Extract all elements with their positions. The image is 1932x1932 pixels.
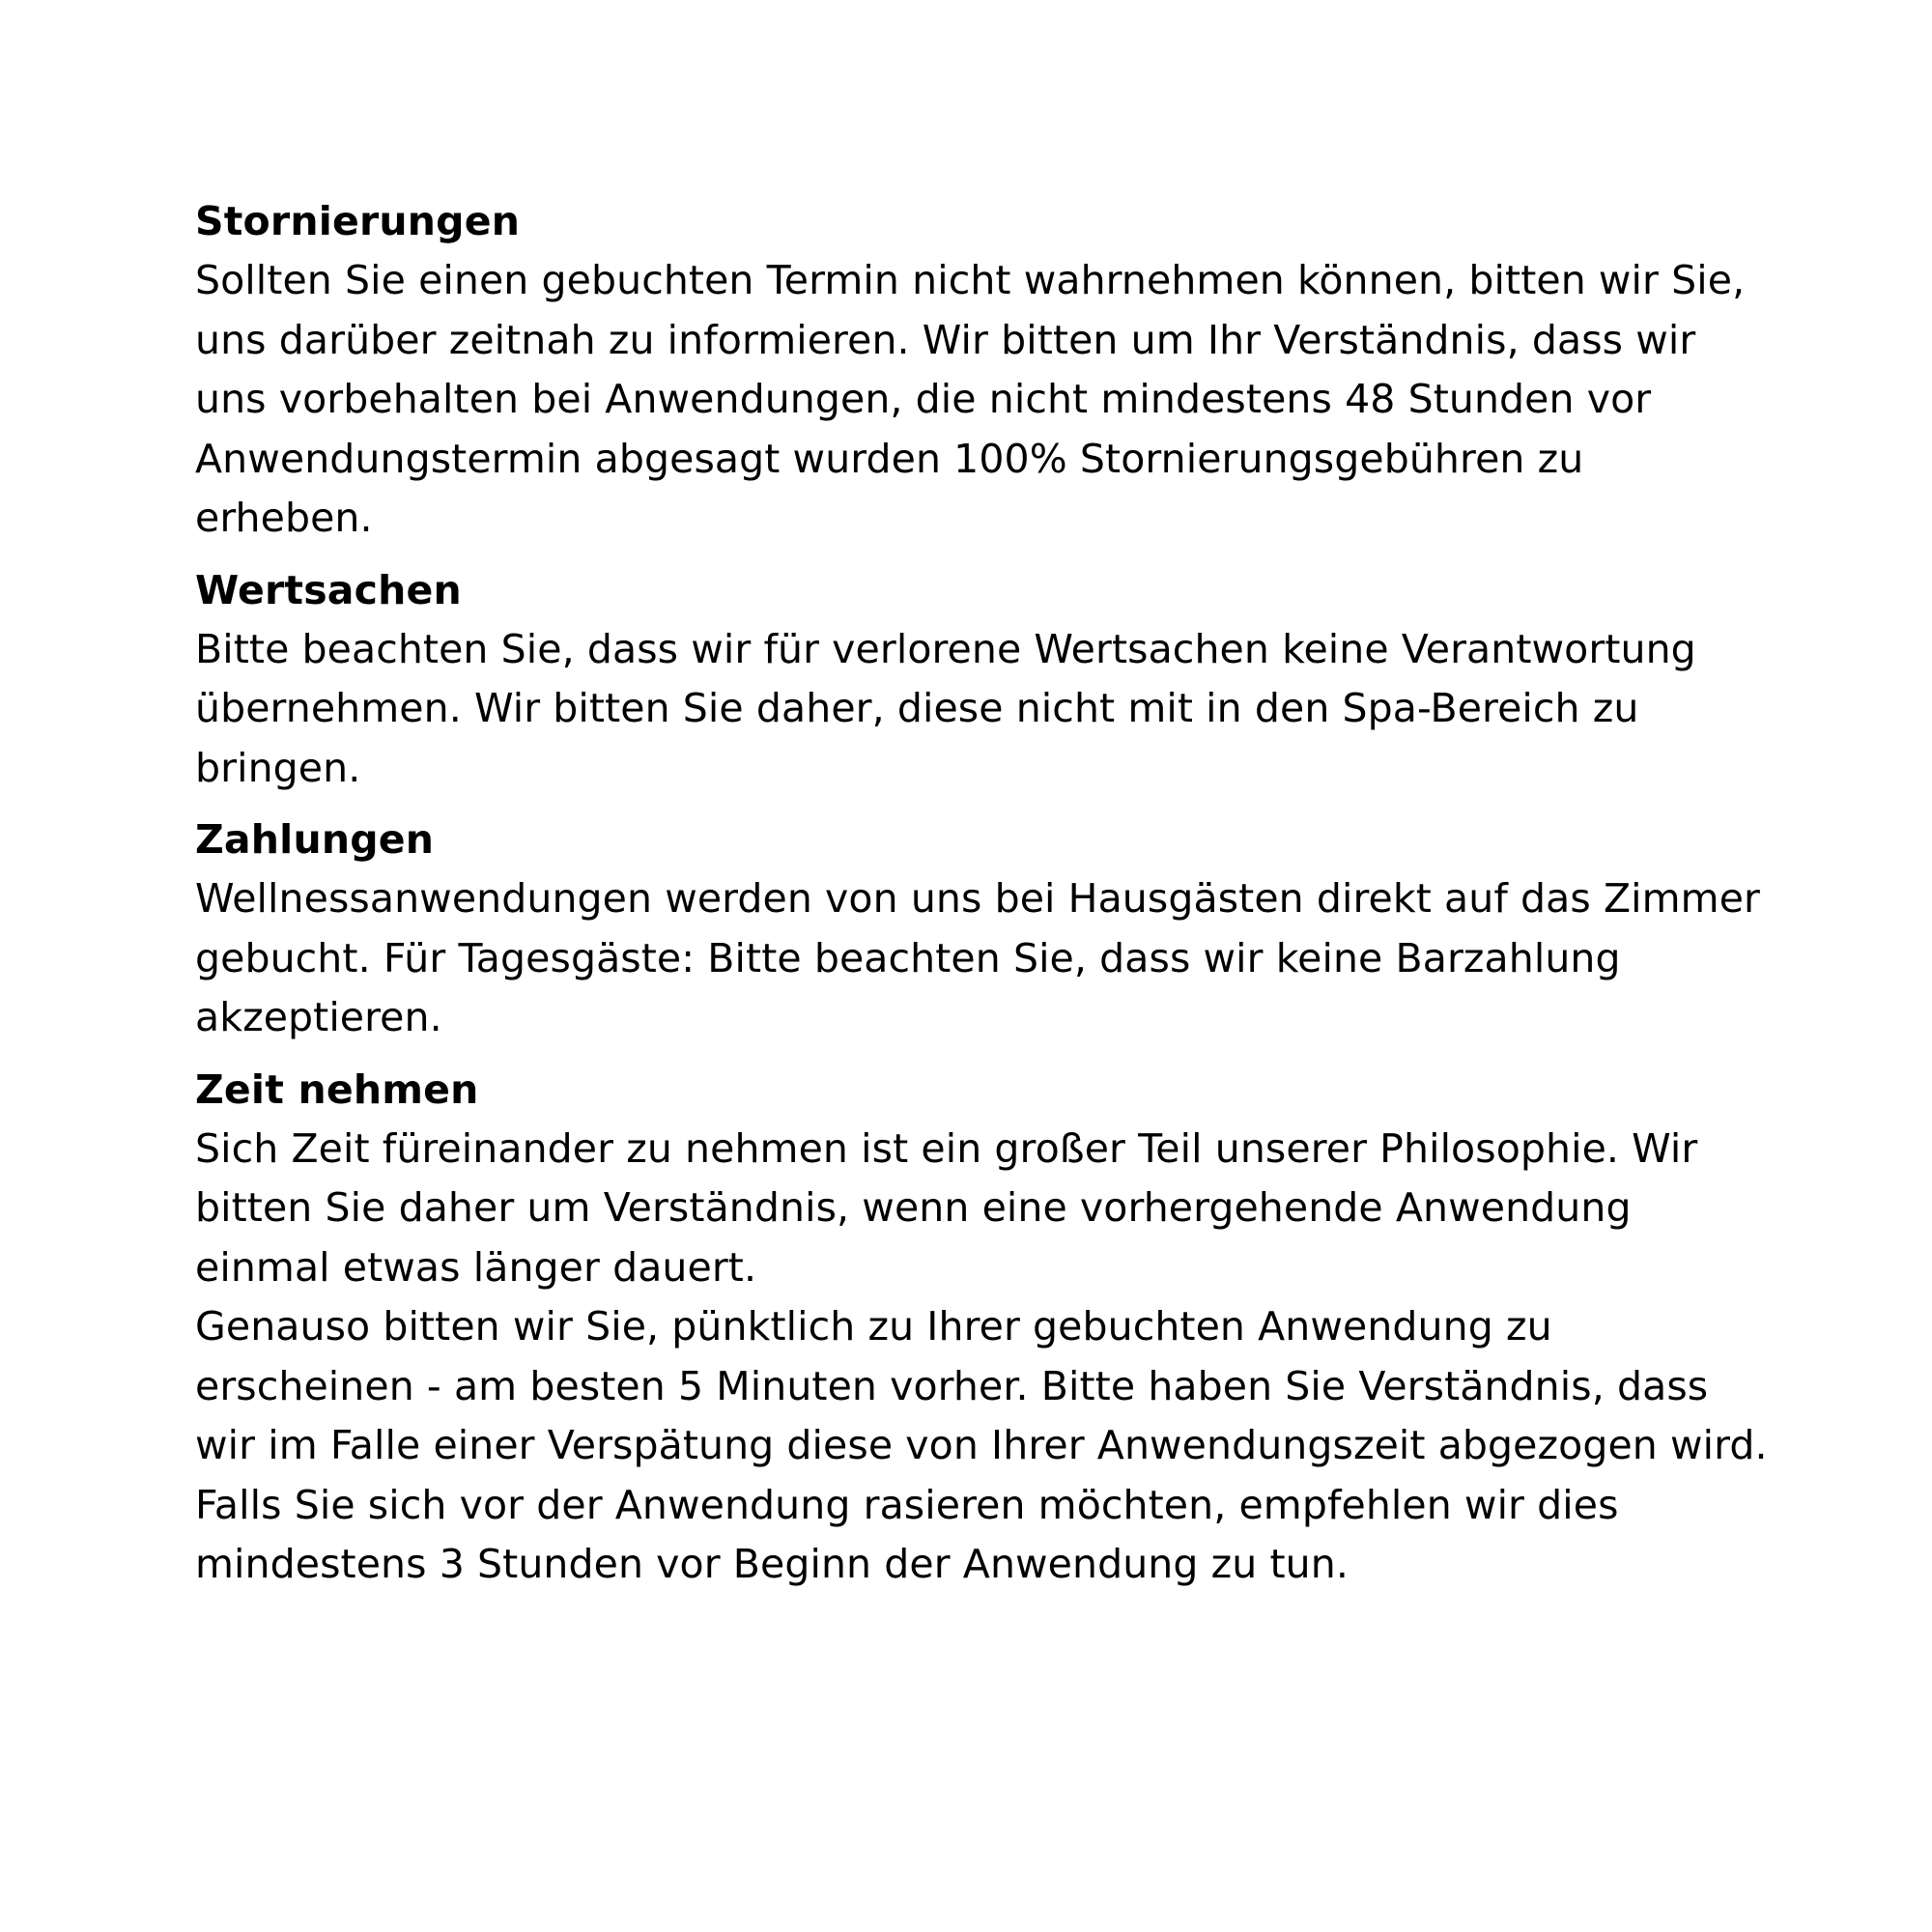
- paragraph-line: gebucht. Für Tagesgäste: Bitte beachten Sie, dass wir keine Barzahlung: [195, 934, 1621, 981]
- section-heading: Stornierungen: [195, 198, 521, 244]
- policy-document: [195, 191, 1818, 1595]
- paragraph-line: uns darüber zeitnah zu informieren. Wir bitten um Ihr Verständnis, dass wir: [195, 316, 1696, 363]
- paragraph-line: Sich Zeit füreinander zu nehmen ist ein großer Teil unserer Philosophie. Wir: [195, 1124, 1698, 1172]
- section-heading: Zeit nehmen: [195, 1065, 479, 1113]
- paragraph-line: bitten Sie daher um Verständnis, wenn eine vorhergehende Anwendung: [195, 1184, 1632, 1231]
- paragraph-line: Falls Sie sich vor der Anwendung rasieren möchten, empfehlen wir dies: [195, 1481, 1619, 1528]
- section-zahlungen: [195, 810, 1818, 1048]
- paragraph-line: Bitte beachten Sie, dass wir für verlorene Wertsachen keine Verantwortung: [195, 625, 1696, 672]
- paragraph-line: erscheinen - am besten 5 Minuten vorher. Bitte haben Sie Verständnis, dass: [195, 1362, 1709, 1409]
- paragraph-line: uns vorbehalten bei Anwendungen, die nicht mindestens 48 Stunden vor: [195, 376, 1652, 422]
- paragraph-line: Genauso bitten wir Sie, pünktlich zu Ihrer gebuchten Anwendung zu: [195, 1303, 1552, 1350]
- section-heading: Wertsachen: [195, 566, 462, 613]
- paragraph-line: Wellnessanwendungen werden von uns bei Hausgästen direkt auf das Zimmer: [195, 875, 1760, 922]
- paragraph-line: wir im Falle einer Verspätung diese von Ihrer Anwendungszeit abgezogen wird.: [195, 1422, 1768, 1468]
- section-heading: Zahlungen: [195, 816, 435, 863]
- paragraph-line: bringen.: [195, 744, 361, 791]
- paragraph-line: erheben.: [195, 495, 373, 541]
- paragraph-line: akzeptieren.: [195, 994, 442, 1040]
- section-stornierungen: [195, 191, 1818, 549]
- paragraph-line: übernehmen. Wir bitten Sie daher, diese nicht mit in den Spa-Bereich zu: [195, 685, 1639, 731]
- section-zeit-nehmen: [195, 1060, 1818, 1595]
- section-wertsachen: [195, 560, 1818, 799]
- paragraph-line: einmal etwas länger dauert.: [195, 1243, 757, 1291]
- paragraph-line: Sollten Sie einen gebuchten Termin nicht wahrnehmen können, bitten wir Sie,: [195, 257, 1746, 303]
- paragraph-line: Anwendungstermin abgesagt wurden 100% Stornierungsgebühren zu: [195, 435, 1584, 482]
- paragraph-line: mindestens 3 Stunden vor Beginn der Anwendung zu tun.: [195, 1541, 1349, 1587]
